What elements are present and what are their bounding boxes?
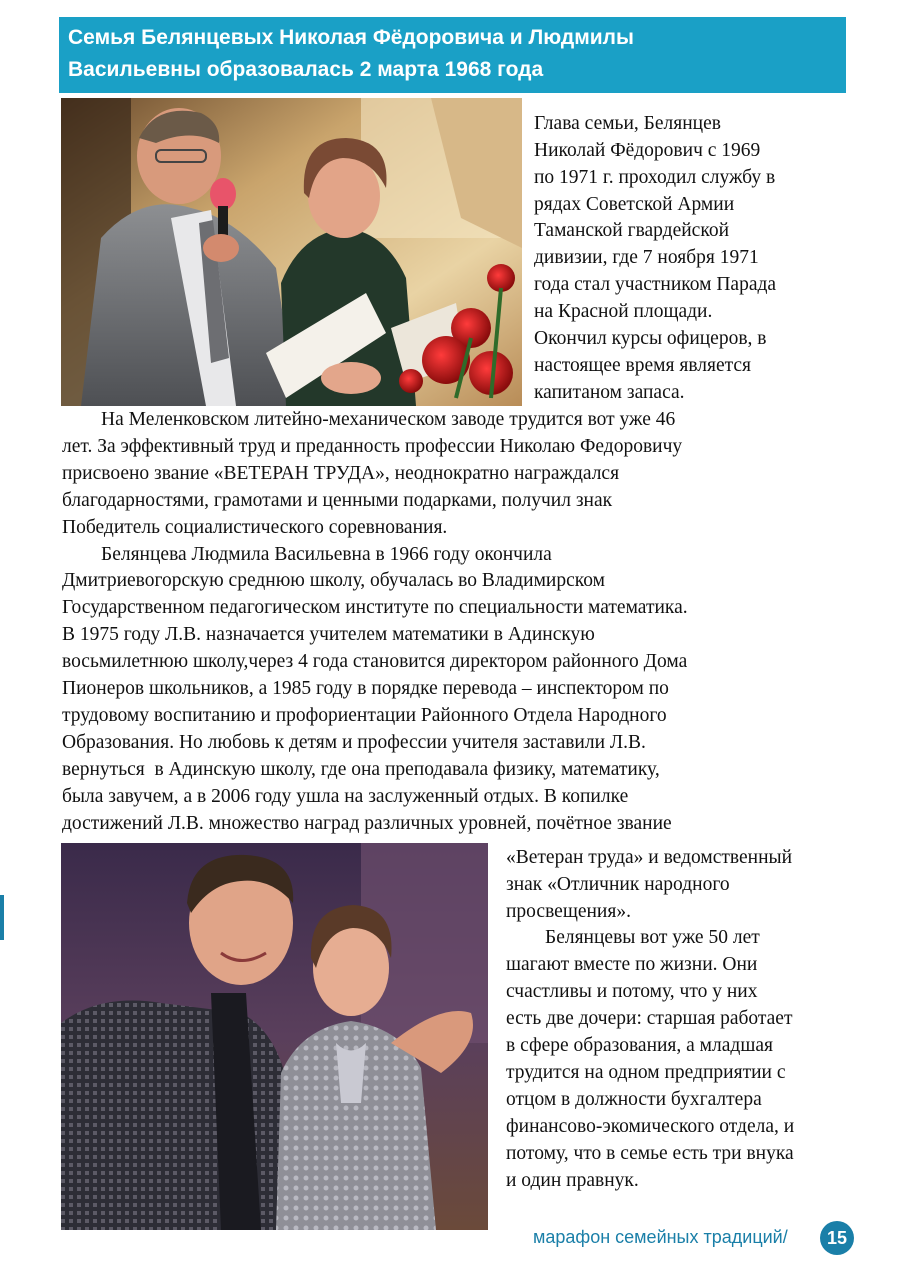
couple-with-microphone-photo xyxy=(61,98,522,406)
text-line: дивизии, где 7 ноября 1971 xyxy=(534,247,759,268)
text-line: Белянцевы вот уже 50 лет xyxy=(506,927,760,948)
page-title xyxy=(68,22,848,86)
elderly-couple-portrait-photo xyxy=(61,843,488,1230)
text-line: на Красной площади. xyxy=(534,301,713,322)
text-line: трудится на одном предприятии с xyxy=(506,1062,786,1083)
text-line: рядах Советской Армии xyxy=(534,194,735,215)
photo2-image xyxy=(61,843,488,1230)
text-line: На Меленковском литейно-механическом заводе трудится вот уже 46 xyxy=(62,409,676,430)
text-line: «Ветеран труда» и ведомственный xyxy=(506,847,793,868)
text-line: Государственном педагогическом институте по специальности математика. xyxy=(62,597,688,618)
text-line: года стал участником Парада xyxy=(534,274,777,295)
text-line: Победитель социалистического соревнования. xyxy=(62,517,448,538)
text-line: восьмилетнюю школу,через 4 года становится директором районного Дома xyxy=(62,651,688,672)
text-line: просвещения». xyxy=(506,901,631,922)
text-line: трудовому воспитанию и профориентации Районного Отдела Народного xyxy=(62,705,667,726)
text-line: В 1975 году Л.В. назначается учителем математики в Адинскую xyxy=(62,624,595,645)
text-line: есть две дочери: старшая работает xyxy=(506,1008,793,1029)
page-number: 15 xyxy=(820,1221,854,1255)
photo1-image xyxy=(61,98,522,406)
title-line-2: Васильевны образовалась 2 марта 1968 года xyxy=(68,58,544,81)
text-line: по 1971 г. проходил службу в xyxy=(534,167,776,188)
text-line: финансово-экомического отдела, и xyxy=(506,1116,795,1137)
text-line: достижений Л.В. множество наград различных уровней, почётное звание xyxy=(62,813,672,834)
text-line: потому, что в семье есть три внука xyxy=(506,1143,794,1164)
text-line: настоящее время является xyxy=(534,355,752,376)
footer-title: марафон семейных традиций/ xyxy=(533,1227,788,1247)
text-line: Глава семьи, Белянцев xyxy=(534,113,721,134)
text-line: Николай Фёдорович с 1969 xyxy=(534,140,761,161)
edge-marker xyxy=(0,895,4,940)
text-line: в сфере образования, а младшая xyxy=(506,1035,773,1056)
text-line: была завучем, а в 2006 году ушла на заслуженный отдых. В копилке xyxy=(62,786,629,807)
text-line: лет. За эффективный труд и преданность профессии Николаю Федоровичу xyxy=(62,436,683,457)
text-line: Образования. Но любовь к детям и профессии учителя заставили Л.В. xyxy=(62,732,646,753)
text-line: Дмитриевогорскую среднюю школу, обучалась во Владимирском xyxy=(62,570,605,591)
title-line-1: Семья Белянцевых Николая Фёдоровича и Людмилы xyxy=(68,26,634,49)
text-line: Белянцева Людмила Васильевна в 1966 году окончила xyxy=(62,544,552,565)
text-line: Пионеров школьников, а 1985 году в порядке перевода – инспектором по xyxy=(62,678,669,699)
text-line: отцом в должности бухгалтера xyxy=(506,1089,762,1110)
text-line: шагают вместе по жизни. Они xyxy=(506,954,758,975)
text-line: счастливы и потому, что у них xyxy=(506,981,758,1002)
text-line: и один правнук. xyxy=(506,1170,639,1191)
text-line: знак «Отличник народного xyxy=(506,874,730,895)
text-line: вернуться в Адинскую школу, где она преподавала физику, математику, xyxy=(62,759,660,780)
text-line: Таманской гвардейской xyxy=(534,220,730,241)
text-line: присвоено звание «ВЕТЕРАН ТРУДА», неоднократно награждался xyxy=(62,463,620,484)
text-line: капитаном запаса. xyxy=(534,382,685,403)
text-line: Окончил курсы офицеров, в xyxy=(534,328,767,349)
text-line: благодарностями, грамотами и ценными подарками, получил знак xyxy=(62,490,613,511)
